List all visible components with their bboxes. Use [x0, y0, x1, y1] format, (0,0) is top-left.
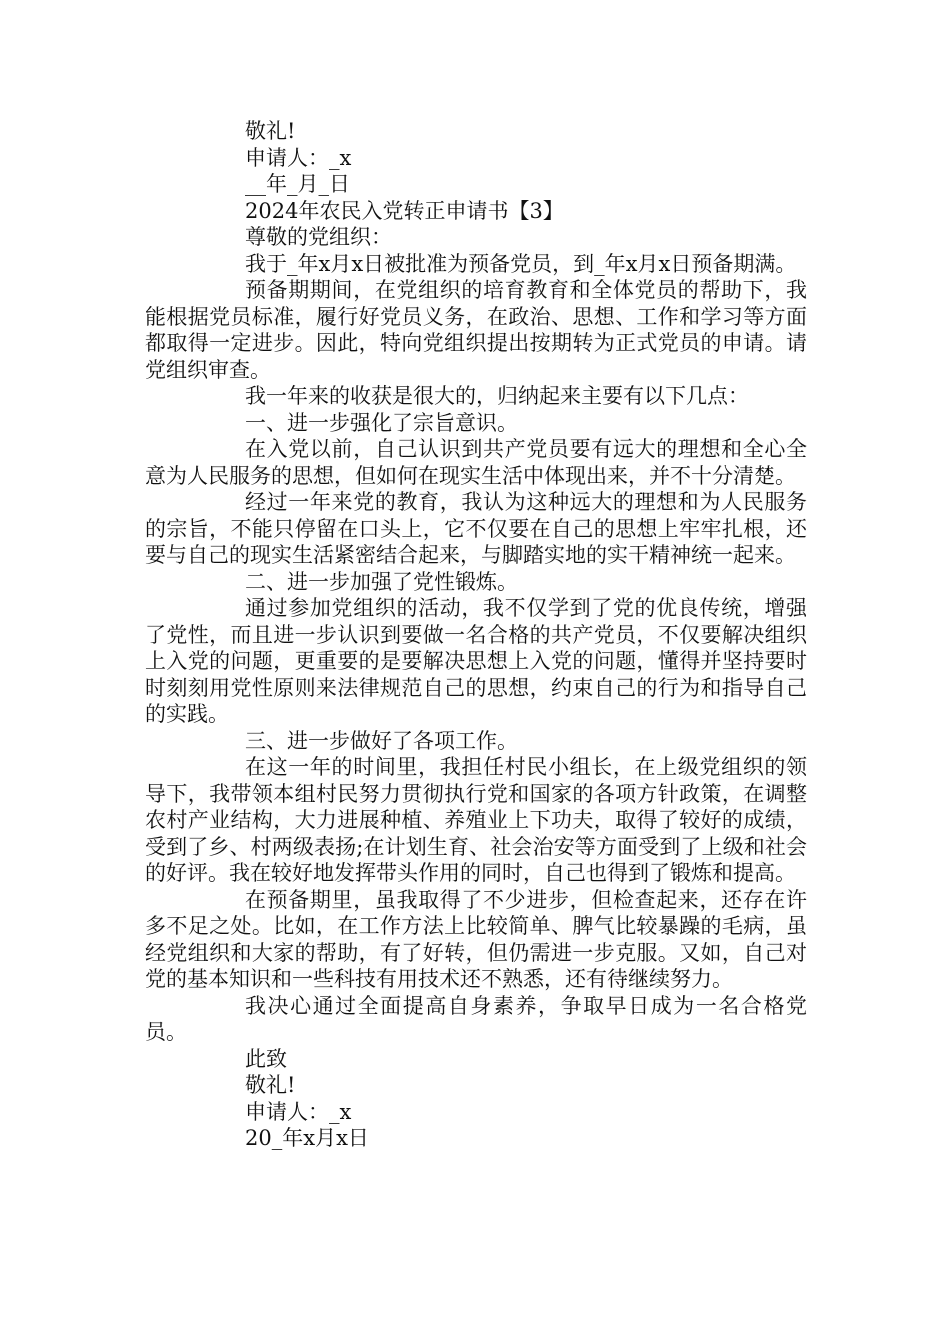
top-applicant: 申请人：_x	[245, 145, 352, 170]
salutation: 尊敬的党组织：	[245, 225, 392, 249]
closing-regards: 敬礼!	[245, 1073, 296, 1097]
document-heading: 2024年农民入党转正申请书【3】	[245, 198, 564, 223]
paragraph-summary-intro: 我一年来的收获是很大的，归纳起来主要有以下几点：	[245, 384, 749, 408]
section-heading-2: 二、进一步加强了党性锻炼。	[245, 569, 518, 594]
paragraph-section-1b: 经过一年来党的教育，我认为这种远大的理想和为人民服务的宗旨，不能只停留在口头上，它不仅要在自己的思想上牢牢扎根，还要与自己的现实生活紧密结合起来，与脚踏实地的实干精神统一起来。	[145, 490, 807, 567]
document-body	[145, 118, 807, 1152]
section-heading-3: 三、进一步做好了各项工作。	[245, 728, 518, 753]
paragraph-shortcomings: 在预备期里，虽我取得了不少进步，但检查起来，还存在许多不足之处。比如，在工作方法上比较简单、脾气比较暴躁的毛病，虽经党组织和大家的帮助，有了好转，但仍需进一步克服。又如，自己对党的基本知识和一些科技有用技术还不熟悉，还有待继续努力。	[145, 887, 807, 991]
paragraph-section-1a: 在入党以前，自己认识到共产党员要有远大的理想和全心全意为人民服务的思想，但如何在现实生活中体现出来，并不十分清楚。	[145, 437, 807, 488]
signature-date: 20_年x月x日	[245, 1126, 369, 1150]
applicant-signature: 申请人：_x	[245, 1099, 352, 1124]
top-date: __年_月_日	[245, 172, 350, 196]
paragraph-section-3: 在这一年的时间里，我担任村民小组长，在上级党组织的领导下，我带领本组村民努力贯彻执行党和国家的各项方针政策，在调整农村产业结构，大力进展种植、养殖业上下功夫，取得了较好的成绩，受到了乡、村两级表扬;在计划生育、社会治安等方面受到了上级和社会的好评。我在较好地发挥带头作用的同时，自己也得到了锻炼和提高。	[145, 755, 807, 885]
top-closing: 敬礼!	[245, 119, 296, 143]
paragraph-application: 预备期期间，在党组织的培育教育和全体党员的帮助下，我能根据党员标准，履行好党员义务，在政治、思想、工作和学习等方面都取得一定进步。因此，特向党组织提出按期转为正式党员的申请。请党组织审查。	[145, 278, 807, 382]
paragraph-section-2: 通过参加党组织的活动，我不仅学到了党的优良传统，增强了党性，而且进一步认识到要做一名合格的共产党员，不仅要解决组织上入党的问题，更重要的是要解决思想上入党的问题，懂得并坚持要时时刻刻用党性原则来法律规范自己的思想，约束自己的行为和指导自己的实践。	[145, 596, 807, 726]
closing-salute: 此致	[245, 1046, 287, 1071]
paragraph-probation-dates: 我于_年x月x日被批准为预备党员，到_年x月x日预备期满。	[245, 251, 797, 276]
section-heading-1: 一、进一步强化了宗旨意识。	[245, 410, 518, 435]
paragraph-resolution: 我决心通过全面提高自身素养，争取早日成为一名合格党员。	[145, 993, 807, 1044]
